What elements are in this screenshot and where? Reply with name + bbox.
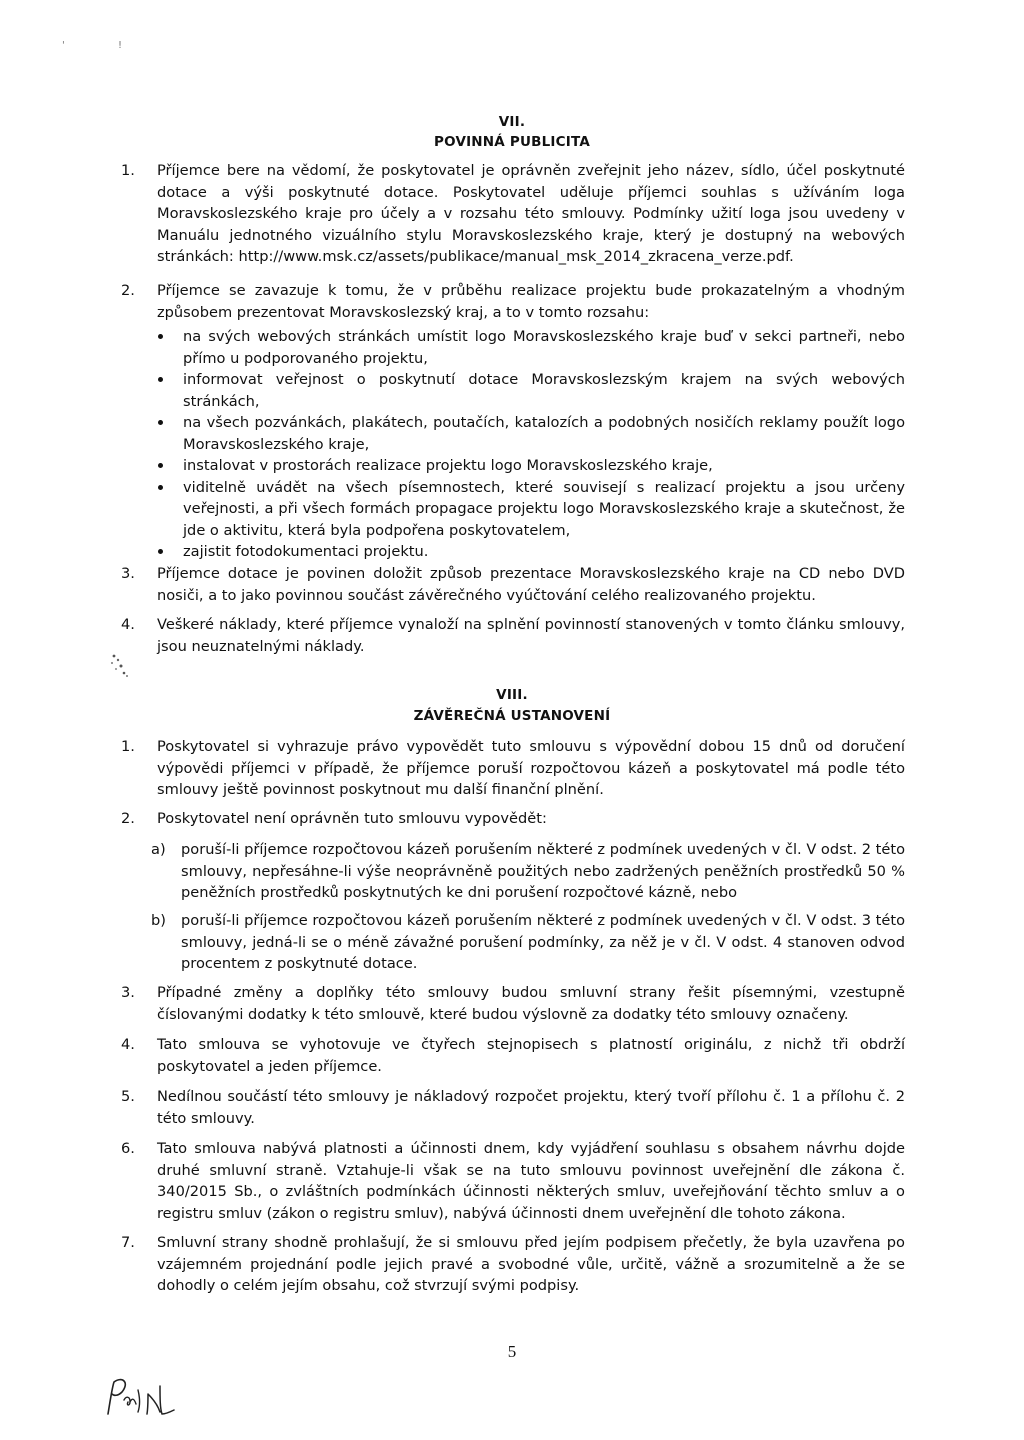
clause <box>123 736 905 801</box>
bullet-item: instalovat v prostorách realizace projektu logo Moravskoslezského kraje, <box>157 455 905 477</box>
clause-text <box>157 280 905 563</box>
clause-number: 3. <box>121 565 135 582</box>
section-title: ZÁVĚREČNÁ USTANOVENÍ <box>413 708 611 724</box>
clause-number: 2. <box>121 810 135 827</box>
clause-text: Tato smlouva nabývá platnosti a účinnosti dnem, kdy vyjádření souhlasu s obsahem návrhu dojde druhé smluvní straně. Vztahuje-li však se na tuto smlouvu povinnost uveřejnění dle zákona č. 340/2015 Sb., o zvláštních podmínkách účinnosti některých smluv, uveřejňování těchto smluv a o registru smluv (zákon o registru smluv), nabývá účinnosti dnem uveřejnění dle tohoto zákona. <box>157 1140 905 1222</box>
subclause-letter: b) <box>151 912 166 929</box>
clause-intro: Příjemce se zavazuje k tomu, že v průběhu realizace projektu bude prokazatelným a vhodným způsobem prezentovat Moravskoslezský kraj, a to v tomto rozsahu: <box>157 282 905 321</box>
clause-text: Příjemce bere na vědomí, že poskytovatel je oprávněn zveřejnit jeho název, sídlo, účel poskytnuté dotace a výši poskytnuté dotace. Poskytovatel uděluje příjemci souhlas s užíváním loga Moravskoslezského kraje pro účely a v rozsahu této smlouvy. Podmínky užití loga jsou uvedeny v Manuálu jednotného vizuálního stylu Moravskoslezského kraje, který je dostupný na webových stránkách: http://www.msk.cz/assets/publikace/manual_msk_2014_zkracena_verze.pdf. <box>157 162 905 265</box>
section-number: VII. <box>498 114 526 130</box>
clause <box>123 160 905 268</box>
scan-speckle-icon <box>108 652 132 678</box>
clause-text: Nedílnou součástí této smlouvy je nákladový rozpočet projektu, který tvoří přílohu č. 1 a přílohu č. 2 této smlouvy. <box>157 1088 905 1127</box>
subclause-text: poruší-li příjemce rozpočtovou kázeň porušením některé z podmínek uvedených v čl. V odst. 3 této smlouvy, jedná-li se o méně závažné porušení podmínky, za něž je v čl. V odst. 4 stanoven odvod procentem z poskytnuté dotace. <box>181 912 906 972</box>
bullet-item: viditelně uvádět na všech písemnostech, které souvisejí s realizací projektu a jsou určeny veřejnosti, a při všech formách propagace projektu logo Moravskoslezského kraje a skutečnost, že jde o aktivitu, která byla podpořena poskytovatelem, <box>157 477 905 542</box>
clause <box>123 982 905 1025</box>
clause-number: 1. <box>121 162 135 179</box>
clause-number: 1. <box>121 738 135 755</box>
scan-mark: ' <box>62 40 65 51</box>
clause-number: 4. <box>121 616 135 633</box>
clause <box>123 563 905 606</box>
bullet-item: na všech pozvánkách, plakátech, poutačích, katalozích a podobných nosičích reklamy použít logo Moravskoslezského kraje, <box>157 412 905 455</box>
clause-text: Poskytovatel není oprávněn tuto smlouvu vypovědět: <box>157 810 547 827</box>
clause-number: 6. <box>121 1140 135 1157</box>
clause-text: Smluvní strany shodně prohlašují, že si smlouvu před jejím podpisem přečetly, že byla uzavřena po vzájemném projednání podle jejich pravé a svobodné vůle, určitě, vážně a srozumitelně a že se dohodly o celém jejím obsahu, což stvrzují svými podpisy. <box>157 1234 905 1294</box>
clause <box>123 808 905 830</box>
clause <box>123 614 905 657</box>
clause-number: 7. <box>121 1234 135 1251</box>
clause-text: Tato smlouva se vyhotovuje ve čtyřech stejnopisech s platností originálu, z nichž tři obdrží poskytovatel a jeden příjemce. <box>157 1036 905 1075</box>
clause-text: Příjemce dotace je povinen doložit způsob prezentace Moravskoslezského kraje na CD nebo DVD nosiči, a to jako povinnou součást závěrečného vyúčtování celého realizovaného projektu. <box>157 565 905 604</box>
subclause-letter: a) <box>151 841 166 858</box>
clause-text: Případné změny a doplňky této smlouvy budou smluvní strany řešit písemnými, vzestupně číslovanými dodatky k této smlouvě, které budou výslovně za dodatky této smlouvy označeny. <box>157 984 905 1023</box>
bullet-item: informovat veřejnost o poskytnutí dotace Moravskoslezským krajem na svých webových stránkách, <box>157 369 905 412</box>
clause-number: 4. <box>121 1036 135 1053</box>
clause-number: 5. <box>121 1088 135 1105</box>
clause-text: Poskytovatel si vyhrazuje právo vypovědět tuto smlouvu s výpovědní dobou 15 dnů od doručení výpovědi příjemci v případě, že příjemce poruší rozpočtovou kázeň a poskytovatel má podle této smlouvy ještě povinnost poskytnout mu další finanční plnění. <box>157 738 905 798</box>
page-number: 5 <box>507 1342 517 1361</box>
manual-link[interactable]: http://www.msk.cz/assets/publikace/manual_msk_2014_zkracena_verze.pdf <box>238 248 790 265</box>
clause <box>123 1138 905 1224</box>
handwritten-signature-icon <box>100 1368 176 1420</box>
clause <box>123 280 905 563</box>
section-number: VIII. <box>496 687 528 703</box>
clause-number: 3. <box>121 984 135 1001</box>
bullet-item: zajistit fotodokumentaci projektu. <box>157 541 905 563</box>
clause-text: Veškeré náklady, které příjemce vynaloží na splnění povinností stanovených v tomto článku smlouvy, jsou neuznatelnými náklady. <box>157 616 905 655</box>
bullet-item: na svých webových stránkách umístit logo Moravskoslezského kraje buď v sekci partneři, nebo přímo u podporovaného projektu, <box>157 326 905 369</box>
clause <box>123 1232 905 1297</box>
section-title: POVINNÁ PUBLICITA <box>434 134 590 150</box>
clause <box>123 1086 905 1129</box>
clause-number: 2. <box>121 282 135 299</box>
bullet-list <box>157 326 905 563</box>
scan-mark: ! <box>118 40 123 51</box>
subclause <box>123 839 905 904</box>
clause <box>123 1034 905 1077</box>
subclause <box>123 910 905 975</box>
subclause-text: poruší-li příjemce rozpočtovou kázeň porušením některé z podmínek uvedených v čl. V odst. 2 této smlouvy, nepřesáhne-li výše neoprávněně použitých nebo zadržených peněžních prostředků 50 % peněžních prostředků poskytnutých ke dni porušení rozpočtové kázně, nebo <box>181 841 906 901</box>
